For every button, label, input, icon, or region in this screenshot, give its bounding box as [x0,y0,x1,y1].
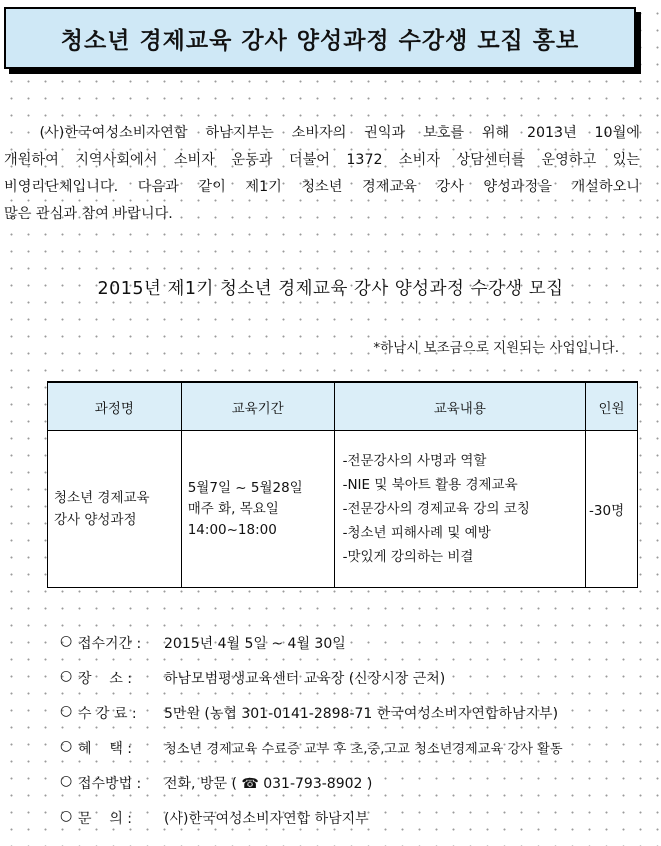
period-line: 5월7일 ~ 5월28일 [187,479,303,496]
content-item: -전문강사의 경제교육 강의 코칭 [342,501,530,517]
cell-capacity: -30명 [586,431,638,588]
subsidy-note: *하남시 보조금으로 지원되는 사업입니다. [373,340,619,356]
info-label: 수 강 료 : [78,706,137,722]
intro-line: 많은 관심과 참여 바랍니다. [4,206,173,222]
info-label: 접수방법 : [78,776,142,792]
info-label: 접수기간 : [78,636,142,652]
period-line: 14:00~18:00 [187,521,277,538]
intro-line: (사)한국여성소비자연합 하남지부는 소비자의 권익과 보호를 위해 2013년 10월에 [4,125,640,141]
header-capacity: 인원 [586,382,638,431]
recruit-heading: 2015년 제1기 청소년 경제교육 강사 양성과정 수강생 모집 [97,279,564,299]
circle-bullet-icon: ○ [60,703,73,719]
info-value: (사)한국여성소비자연합 하남지부 [164,811,369,827]
info-value: 청소년 경제교육 수료증 교부 후 초,중,고교 청소년경제교육 강사 활동 [164,742,563,757]
table-header-row [48,382,638,431]
info-value: 하남모범평생교육센터 교육장 (신장시장 근처) [164,671,446,687]
circle-bullet-icon: ○ [60,808,73,824]
header-course-name: 과정명 [48,382,182,431]
intro-line: 비영리단체입니다. 다음과 같이 제1기 청소년 경제교육 강사 양성과정을 개설하오니 [4,179,640,195]
info-row-method [60,773,650,808]
info-value: 5만원 (농협 301-0141-2898-71 한국여성소비자연합하남지부) [164,706,559,722]
content-item: -맛있게 강의하는 비결 [342,549,474,565]
circle-bullet-icon: ○ [60,668,73,684]
info-label: 혜 택 : [78,741,133,757]
course-table [47,381,638,588]
header-contents: 교육내용 [334,382,585,431]
info-value: 전화, 방문 ( ☎ 031-793-8902 ) [164,776,373,792]
content-item: -NIE 및 북아트 활용 경제교육 [342,477,518,493]
circle-bullet-icon: ○ [60,773,73,789]
intro-paragraph [4,120,640,228]
header-period: 교육기간 [181,382,334,431]
info-label: 장 소 : [78,671,133,687]
cell-period [181,431,334,588]
info-row-place [60,668,650,703]
circle-bullet-icon: ○ [60,738,73,754]
info-row-contact [60,808,650,843]
period-line: 매주 화, 목요일 [187,500,279,517]
circle-bullet-icon: ○ [60,633,73,649]
content-item: -청소년 피해사례 및 예방 [342,525,491,541]
course-name-line: 청소년 경제교육 [54,490,150,506]
info-label: 문 의 : [78,811,133,827]
intro-line: 개원하여 지역사회에서 소비자 운동과 더불어 1372 소비자 상담센터를 운영하고 있는 [4,152,640,168]
cell-course-name [48,431,182,588]
info-row-benefit [60,738,650,773]
table-row [48,431,638,588]
info-row-fee [60,703,650,738]
info-value: 2015년 4월 5일 ~ 4월 30일 [164,636,346,652]
content-item: -전문강사의 사명과 역할 [342,453,487,469]
document-title: 청소년 경제교육 강사 양성과정 수강생 모집 홍보 [4,7,636,69]
info-row-period [60,633,650,668]
info-list [60,633,650,843]
course-name-line: 강사 양성과정 [54,512,137,528]
cell-contents [334,431,585,588]
